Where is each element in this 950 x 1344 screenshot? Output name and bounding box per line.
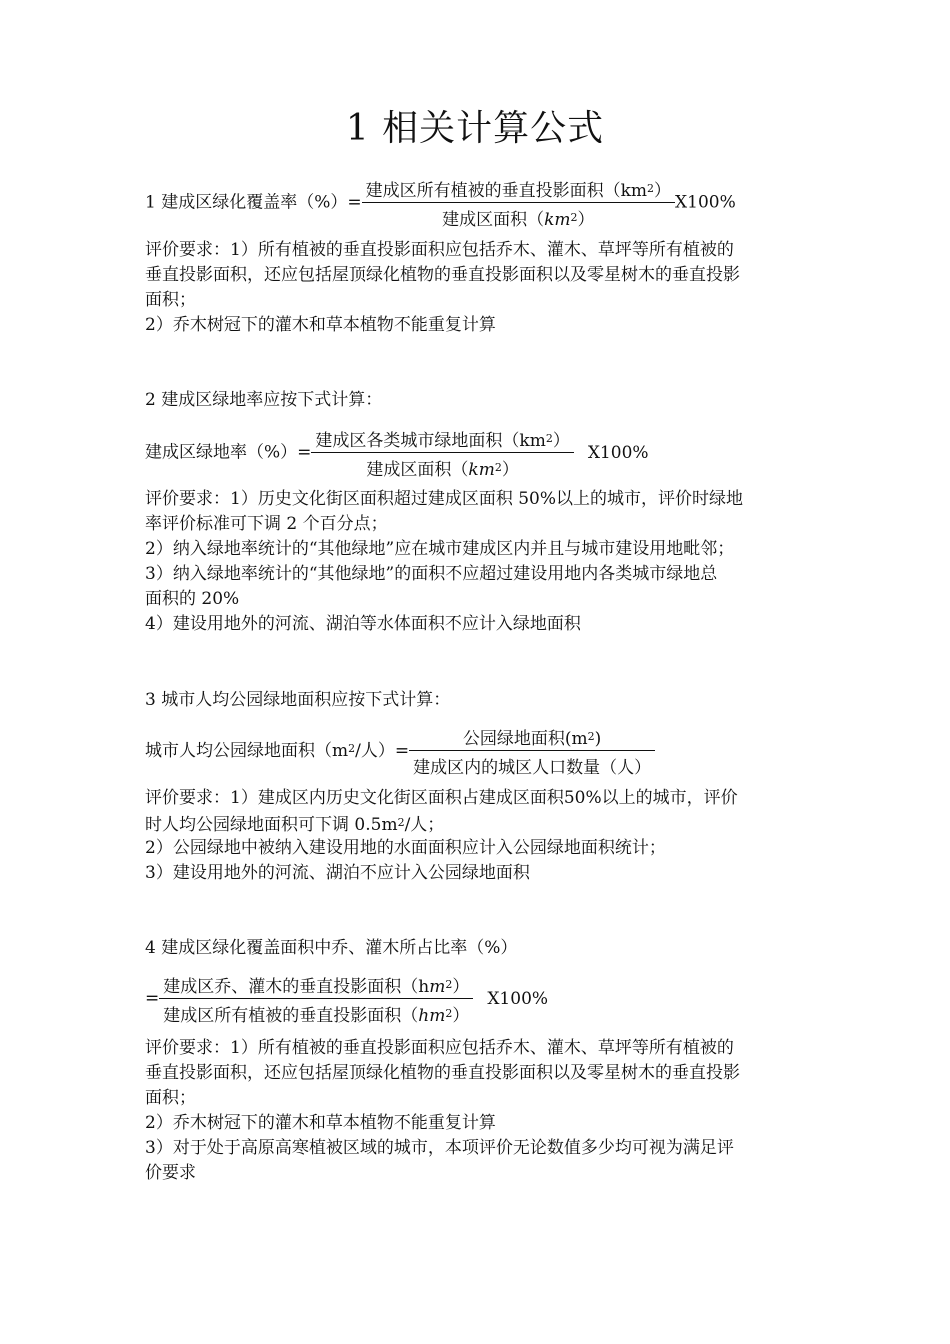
requirement-line: 2）公园绿地中被纳入建设用地的水面面积应计入公园绿地面积统计；	[145, 838, 666, 858]
section-heading: 2 建成区绿地率应按下式计算：	[145, 390, 383, 410]
requirement-line: 2）纳入绿地率统计的“其他绿地”应在城市建成区内并且与城市建设用地毗邻；	[145, 539, 735, 559]
numerator: 建成区各类城市绿地面积$(km^2)$	[311, 426, 573, 453]
requirement-line: 面积的 20%	[145, 589, 240, 609]
requirement-line: 3）对于处于高原高寒植被区域的城市，本项评价无论数值多少均可视为满足评	[145, 1138, 734, 1158]
requirement-line: 面积；	[145, 1088, 196, 1108]
formula-suffix: X100%	[675, 192, 736, 213]
requirement-line: 垂直投影面积，还应包括屋顶绿化植物的垂直投影面积以及零星树木的垂直投影	[145, 265, 740, 285]
requirement-line: 4）建设用地外的河流、湖泊等水体面积不应计入绿地面积	[145, 614, 581, 634]
denominator: 建成区所有植被的垂直投影面积$(hm^2)$	[163, 1006, 470, 1026]
section-heading: 3 城市人均公园绿地面积应按下式计算：	[145, 690, 451, 710]
requirement-line: 时人均公园绿地面积可下调 $0.5m^2/$人；	[145, 815, 445, 835]
fraction	[311, 426, 573, 480]
formula-green-space-rate	[145, 426, 649, 480]
requirement-line: 评价要求：1）建成区内历史文化街区面积占建成区面积50%以上的城市，评价	[145, 788, 738, 808]
requirement-line: 评价要求：1）所有植被的垂直投影面积应包括乔木、灌木、草坪等所有植被的	[145, 240, 734, 260]
requirement-line: 2）乔木树冠下的灌木和草本植物不能重复计算	[145, 315, 496, 335]
requirement-line: 评价要求：1）所有植被的垂直投影面积应包括乔木、灌木、草坪等所有植被的	[145, 1038, 734, 1058]
requirement-line: 评价要求：1）历史文化街区面积超过建成区面积 50%以上的城市，评价时绿地	[145, 489, 744, 509]
denominator: 建成区内的城区人口数量（人）	[413, 758, 652, 778]
formula-park-area-per-capita	[145, 724, 655, 778]
numerator: 建成区所有植被的垂直投影面积$(km^2)$	[362, 176, 675, 203]
section-heading: 4 建成区绿化覆盖面积中乔、灌木所占比率（%）	[145, 938, 518, 958]
formula-green-coverage-rate	[145, 176, 736, 230]
fraction	[159, 972, 473, 1026]
numerator: 建成区乔、灌木的垂直投影面积$(hm^2)$	[159, 972, 473, 999]
formula-label: 建成区绿地率（%）=	[145, 442, 312, 463]
formula-suffix: X100%	[587, 442, 649, 463]
requirement-line: 价要求	[145, 1163, 196, 1183]
formula-label: 城市人均公园绿地面积（$m^2/$人）=	[145, 740, 410, 761]
formula-label: 1 建成区绿化覆盖率（%）=	[145, 192, 362, 213]
requirement-line: 3）建设用地外的河流、湖泊不应计入公园绿地面积	[145, 863, 530, 883]
fraction	[409, 724, 655, 778]
requirement-line: 2）乔木树冠下的灌木和草本植物不能重复计算	[145, 1113, 496, 1133]
formula-prefix: =	[145, 988, 160, 1009]
denominator: 建成区面积$(km^2)$	[366, 460, 519, 480]
formula-tree-shrub-ratio	[145, 972, 548, 1026]
requirement-line: 面积；	[145, 290, 196, 310]
requirement-line: 垂直投影面积，还应包括屋顶绿化植物的垂直投影面积以及零星树木的垂直投影	[145, 1063, 740, 1083]
requirement-line: 3）纳入绿地率统计的“其他绿地”的面积不应超过建设用地内各类城市绿地总	[145, 564, 718, 584]
page-title: 1 相关计算公式	[345, 108, 605, 149]
numerator: 公园绿地面积$(m^2)$	[409, 724, 655, 751]
denominator: 建成区面积$(km^2)$	[442, 210, 595, 230]
formula-suffix: X100%	[487, 988, 549, 1009]
requirement-line: 率评价标准可下调 2 个百分点；	[145, 514, 388, 534]
fraction	[362, 176, 675, 230]
